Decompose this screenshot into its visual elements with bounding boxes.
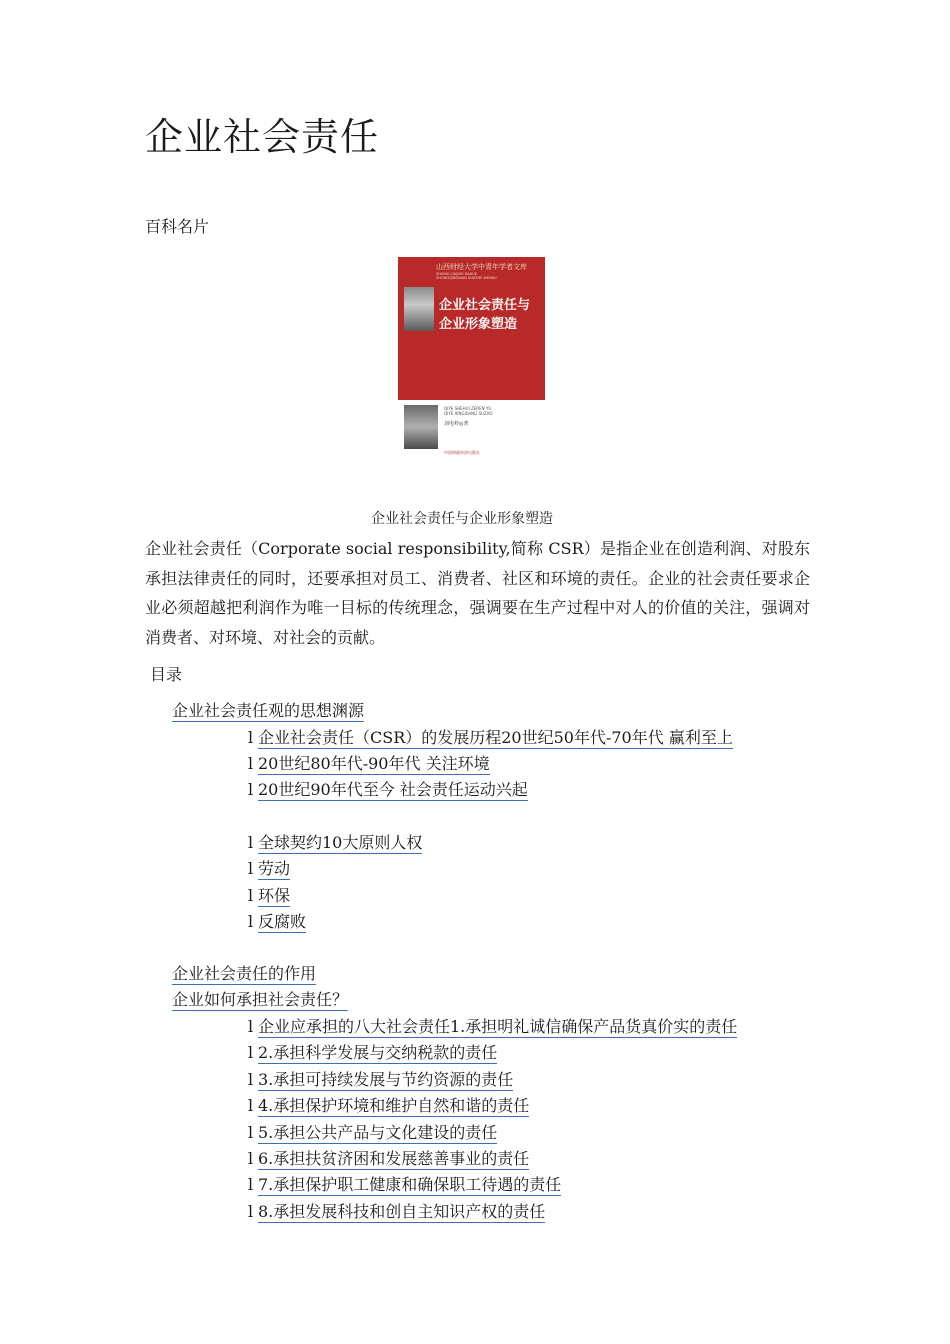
toc-link-role[interactable]: 企业社会责任的作用 [172, 964, 317, 983]
bullet: l [248, 833, 254, 852]
toc-link-duty-5[interactable]: 5.承担公共产品与文化建设的责任 [258, 1123, 498, 1142]
bullet: l [248, 1017, 254, 1036]
bullet: l [248, 754, 254, 773]
toc-link-duty-3[interactable]: 3.承担可持续发展与节约资源的责任 [258, 1070, 514, 1089]
toc-link-environment[interactable]: 环保 [258, 886, 291, 905]
toc-link-duty-2[interactable]: 2.承担科学发展与交纳税款的责任 [258, 1043, 498, 1062]
bullet: l [248, 1175, 254, 1194]
cover-english-title: QIYE SHEHUI ZEREN YU QIYE XINGXIANG SUZAO [444, 406, 493, 416]
toc-link-90s-today[interactable]: 20世纪90年代至今 社会责任运动兴起 [258, 780, 528, 799]
toc-link-80s-90s[interactable]: 20世纪80年代-90年代 关注环境 [258, 754, 490, 773]
page-title: 企业社会责任 [145, 115, 380, 159]
cover-photo-top [404, 287, 434, 331]
bullet: l [248, 859, 254, 878]
toc-link-duty-7[interactable]: 7.承担保护职工健康和确保职工待遇的责任 [258, 1175, 562, 1194]
intro-paragraph: 企业社会责任（Corporate social responsibility,简称 CSR）是指企业在创造利润、对股东承担法律责任的同时，还要承担对员工、消费者、社区和环境的责任。企业的社会责任要求企业必须超越把利润作为唯一目标的传统理念，强调要在生产过程中对人的价值的关注，强调对消费者、对环境、对社会的贡献。 [145, 539, 810, 647]
toc-link-duty-8[interactable]: 8.承担发展科技和创自主知识产权的责任 [258, 1202, 546, 1221]
toc-link-duty-4[interactable]: 4.承担保护环境和维护自然和谐的责任 [258, 1096, 530, 1115]
toc-link-how-to[interactable]: 企业如何承担社会责任？ [172, 990, 349, 1009]
cover-title-line1: 企业社会责任与 [439, 298, 531, 313]
toc-link-duty-6[interactable]: 6.承担扶贫济困和发展慈善事业的责任 [258, 1149, 530, 1168]
bullet: l [248, 1096, 254, 1115]
cover-series: 山西财经大学中青年学者文库 [436, 263, 527, 271]
bullet: l [248, 728, 254, 747]
cover-publisher: 中国财政经济出版社 [444, 450, 480, 455]
bullet: l [248, 780, 254, 799]
cover-title-line2: 企业形象塑造 [439, 317, 518, 332]
bullet: l [248, 1123, 254, 1142]
bullet: l [248, 886, 254, 905]
cover-author: 刘电岭◎著 [444, 421, 469, 427]
bullet: l [248, 912, 254, 931]
cover-photo-bottom [404, 405, 438, 449]
bullet: l [248, 1043, 254, 1062]
card-label: 百科名片 [145, 217, 210, 236]
toc-link-origins[interactable]: 企业社会责任观的思想渊源 [172, 701, 365, 720]
toc-link-global-compact[interactable]: 全球契约10大原则人权 [258, 833, 423, 852]
bullet: l [248, 1149, 254, 1168]
toc-link-csr-history[interactable]: 企业社会责任（CSR）的发展历程20世纪50年代-70年代 赢利至上 [258, 728, 733, 747]
toc-link-anti-corruption[interactable]: 反腐败 [258, 912, 307, 931]
image-caption: 企业社会责任与企业形象塑造 [371, 511, 553, 527]
toc-link-labor[interactable]: 劳动 [258, 859, 291, 878]
toc-label: 目录 [150, 665, 183, 684]
toc-link-eight-duties[interactable]: 企业应承担的八大社会责任1.承担明礼诚信确保产品货真价实的责任 [258, 1017, 738, 1036]
bullet: l [248, 1202, 254, 1221]
cover-series-en: SHANXI CAIJING DAXUE ZHONGQINGNIAN XUEZHE WENKU [436, 272, 497, 280]
bullet: l [248, 1070, 254, 1089]
book-cover-image [398, 257, 545, 461]
